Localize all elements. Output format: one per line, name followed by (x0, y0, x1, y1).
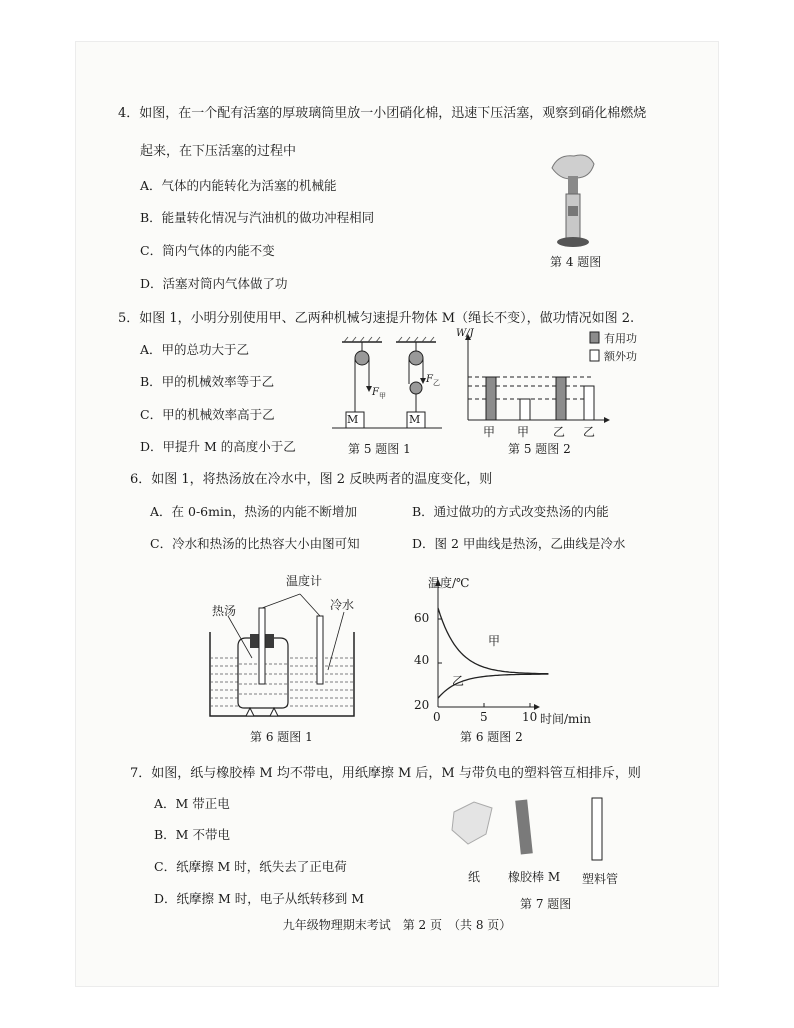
q6-soup-label: 热汤 (212, 604, 237, 618)
q5-legend-useful-swatch (590, 332, 599, 343)
q4-glass-cylinder-figure (540, 148, 610, 252)
q5-work-bar-chart (454, 330, 624, 442)
q5-legend-extra-swatch (590, 350, 599, 361)
q7-objects-figure (446, 794, 616, 866)
q6-fig2-caption: 第 6 题图 2 (460, 730, 523, 744)
q5-force-jia: $F_甲$ (372, 387, 386, 400)
q6-chart-xlabel: 时间/min (540, 712, 591, 726)
q5-xlabel-4: 乙 (583, 425, 596, 439)
q6-chart-ylabel: 温度/℃ (428, 576, 470, 590)
q6-option-d: D．图 2 甲曲线是热汤，乙曲线是冷水 (412, 536, 626, 551)
q6-xtick-5: 5 (480, 710, 488, 724)
q7-option-d: D．纸摩擦 M 时，电子从纸转移到 M (154, 891, 365, 906)
q5-option-a: A．甲的总功大于乙 (140, 342, 250, 357)
q4-option-b: B．能量转化情况与汽油机的做功冲程相同 (140, 210, 375, 225)
q7-option-c: C．纸摩擦 M 时，纸失去了正电荷 (154, 859, 347, 874)
q5-chart-ylabel: W/J (456, 328, 474, 339)
q5-bar-jia-extra (520, 399, 530, 420)
q5-bar-yi-extra (584, 386, 594, 420)
page-footer: 九年级物理期末考试 第 2 页 （共 8 页） (282, 918, 512, 932)
q6-fig1-caption: 第 6 题图 1 (250, 730, 313, 744)
q5-xlabel-3: 乙 (553, 425, 566, 439)
q6-stem: 6．如图 1，将热汤放在冷水中，图 2 反映两者的温度变化，则 (130, 472, 493, 487)
q5-block-yi: M (409, 413, 421, 426)
q6-water-label: 冷水 (330, 598, 355, 612)
q6-thermometer-label: 温度计 (286, 574, 323, 588)
q7-label-tube: 塑料管 (582, 872, 619, 886)
q6-temperature-chart (400, 574, 620, 730)
q5-legend-extra: 额外功 (604, 350, 637, 363)
q5-stem: 5．如图 1，小明分别使用甲、乙两种机械匀速提升物体 M（绳长不变），做功情况如图 2. (118, 311, 635, 326)
q7-caption: 第 7 题图 (520, 897, 572, 911)
q5-bar-yi-useful (556, 377, 566, 420)
q5-option-d: D．甲提升 M 的高度小于乙 (140, 439, 296, 454)
plastic-tube-shape (592, 798, 602, 860)
q4-option-a: A．气体的内能转化为活塞的机械能 (140, 178, 337, 193)
q7-label-paper: 纸 (468, 870, 481, 884)
q6-label-yi: 乙 (452, 674, 465, 688)
q5-xlabel-2: 甲 (517, 425, 530, 439)
q5-bar-jia-useful (486, 377, 496, 420)
q4-stem-line1: 4．如图，在一个配有活塞的厚玻璃筒里放一小团硝化棉，迅速下压活塞，观察到硝化棉燃烧 (118, 106, 647, 121)
q6-xtick-10: 10 (522, 710, 538, 724)
q6-ytick-40: 40 (414, 653, 430, 667)
q6-option-a: A．在 0-6min，热汤的内能不断增加 (150, 504, 358, 519)
q5-legend-useful: 有用功 (604, 332, 637, 345)
q6-option-c: C．冷水和热汤的比热容大小由图可知 (150, 536, 360, 551)
q6-ytick-60: 60 (414, 611, 430, 625)
q4-option-c: C．筒内气体的内能不变 (140, 243, 275, 258)
q7-option-a: A．M 带正电 (154, 796, 230, 811)
q5-fig1-caption: 第 5 题图 1 (348, 442, 411, 456)
q7-stem: 7．如图，纸与橡胶棒 M 均不带电，用纸摩擦 M 后，M 与带负电的塑料管互相排斥，则 (130, 766, 641, 781)
q7-label-rod: 橡胶棒 M (508, 870, 561, 884)
q6-label-jia: 甲 (488, 634, 501, 648)
q4-stem-line2: 起来，在下压活塞的过程中 (140, 144, 297, 159)
q4-option-d: D．活塞对筒内气体做了功 (140, 276, 288, 291)
q5-xlabel-1: 甲 (483, 425, 496, 439)
q5-force-yi: $F_乙$ (426, 374, 440, 387)
q5-fig2-caption: 第 5 题图 2 (508, 442, 571, 456)
rubber-rod-shape (515, 800, 533, 855)
q5-option-c: C．甲的机械效率高于乙 (140, 407, 275, 422)
q6-xtick-0: 0 (433, 710, 441, 724)
q6-option-b: B．通过做功的方式改变热汤的内能 (412, 504, 609, 519)
q5-block-jia: M (347, 413, 359, 426)
q5-option-b: B．甲的机械效率等于乙 (140, 374, 275, 389)
q6-ytick-20: 20 (414, 698, 430, 712)
q4-caption: 第 4 题图 (550, 255, 602, 269)
q7-option-b: B．M 不带电 (154, 827, 230, 842)
paper-shape (452, 802, 492, 844)
